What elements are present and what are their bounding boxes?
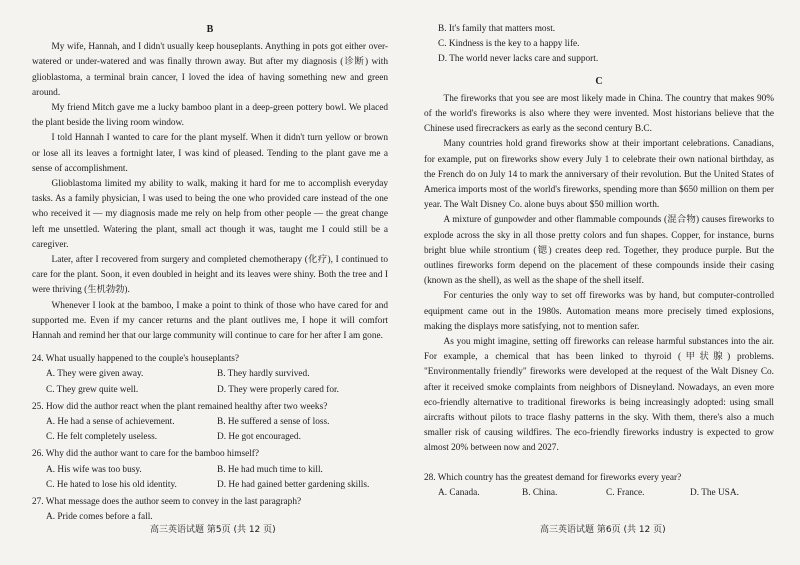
option-a[interactable]: A. They were given away. [46, 369, 144, 380]
question-stem: 27. What message does the author seem to convey in the last paragraph? [32, 497, 302, 508]
section-b-heading: B [206, 24, 214, 35]
question-stem: 28. Which country has the greatest demand for fireworks every year? [424, 472, 682, 483]
question-24 [32, 352, 388, 398]
passage-paragraph: Later, after I recovered from surgery and completed chemotherapy (化疗), I continued to care for the plant. Soon, it even doubled in height and its leaves were shiny. Both the tree and I were thriving (生机勃勃). [32, 255, 388, 296]
question-stem: 25. How did the author react when the plant remained healthy after two weeks? [32, 401, 328, 412]
option-c[interactable]: C. He hated to lose his old identity. [46, 479, 177, 490]
question-27 [32, 495, 388, 525]
page-footer-left: 高三英语试题 第5页 (共 12 页) [150, 525, 276, 535]
option-b[interactable]: B. He had much time to kill. [217, 464, 323, 475]
option-c[interactable]: C. They grew quite well. [46, 384, 139, 395]
option-b[interactable]: B. They hardly survived. [217, 369, 310, 380]
option-d[interactable]: D. The USA. [690, 487, 739, 498]
option-a[interactable]: A. He had a sense of achievement. [46, 417, 175, 428]
option-a[interactable]: A. Pride comes before a fall. [46, 512, 153, 523]
option-c[interactable]: C. He felt completely useless. [46, 432, 158, 443]
passage-paragraph: My friend Mitch gave me a lucky bamboo plant in a deep-green pottery bowl. We placed the plant beside the living room window. [32, 103, 388, 129]
option-c[interactable]: C. Kindness is the key to a happy life. [438, 39, 580, 50]
passage-paragraph: Many countries hold grand fireworks show at their important celebrations. Canadians, for example, put on fireworks show every July 1 to celebrate their own national birthday, as the French do on July 14 to mark the anniversary of their revolution. But the United States of America imports most of the world's fireworks, spending more than $650 million on them per year. The Walt Disney Co. alone buys about $50 million worth. [424, 139, 774, 211]
option-d[interactable]: D. He got encouraged. [217, 432, 301, 443]
right-page [424, 22, 774, 501]
passage-paragraph: My wife, Hannah, and I didn't usually keep houseplants. Anything in pots got either over-watered or under-watered and was finally thrown away. But after my diagnosis (诊断) with glioblastoma, a terminal brain cancer, I loved the idea of having something new and green around. [32, 42, 388, 98]
section-c-heading: C [595, 75, 603, 87]
option-b[interactable]: B. He suffered a sense of loss. [217, 417, 330, 428]
question-stem: 26. Why did the author want to care for the bamboo himself? [32, 449, 260, 460]
option-c[interactable]: C. France. [606, 487, 645, 498]
question-25 [32, 400, 388, 446]
option-d[interactable]: D. He had gained better gardening skills. [217, 479, 370, 490]
passage-paragraph: A mixture of gunpowder and other flammable compounds (混合物) causes fireworks to explode across the sky in all those pretty colors and fun shapes. Copper, for instance, burns bright blue while strontium (锶) creates deep red. Together, they produce purple. But the outlines fireworks form depend on the placement of these compounds inside their casing (known as the shell), as well as the shape of the shell itself. [424, 215, 774, 287]
option-d[interactable]: D. They were properly cared for. [217, 384, 339, 395]
passage-paragraph: For centuries the only way to set off fireworks was by hand, but computer-controlled equipment came out in the 1980s. Automation means more precisely timed explosions, making the displays more satisfying, not to mention safer. [424, 291, 774, 332]
passage-paragraph: I told Hannah I wanted to care for the plant myself. When it didn't turn yellow or brown or lose all its leaves a fortnight later, I was kind of pleased. Tending to the plant gave me a sense of accomplishment. [32, 133, 388, 174]
passage-paragraph: The fireworks that you see are most likely made in China. The country that makes 90% of the world's fireworks is also where they were invented. Most historians believe that the Chinese used firecrackers as early as the second century B.C. [424, 93, 774, 135]
question-stem: 24. What usually happened to the couple's houseplants? [32, 354, 240, 365]
option-d[interactable]: D. The world never lacks care and support. [438, 54, 599, 65]
question-28 [424, 471, 774, 501]
option-a[interactable]: A. Canada. [438, 487, 480, 498]
question-26 [32, 447, 388, 493]
option-b[interactable]: B. China. [522, 487, 558, 498]
page-footer-right: 高三英语试题 第6页 (共 12 页) [540, 525, 666, 535]
question-27-continued [424, 22, 774, 68]
passage-paragraph: Glioblastoma limited my ability to walk, making it hard for me to accomplish everyday tasks. As a family physician, I was used to being the one who provided care instead of the one who received it — my diagnosis made me rely on help from other people — the great change left me unsettled. Watering the plant, small act though it was, taught me I could still be a caregiver. [32, 179, 388, 250]
left-page [32, 22, 388, 526]
option-a[interactable]: A. His wife was too busy. [46, 464, 142, 475]
option-b[interactable]: B. It's family that matters most. [438, 24, 556, 34]
passage-paragraph: As you might imagine, setting off fireworks can release harmful substances into the air. For example, a chemical that has been linked to thyroid (甲状腺) problems. "Environmentally friendly" fireworks were developed at the request of the Walt Disney Co. after it received smoke complaints from neighbors of Disneyland. Nowadays, an even more eco-friendly alternative to traditional fireworks is being increasingly adopted: using small aircrafts without pilots to trace flashy patterns in the sky. With them, there's also a much smaller risk of causing wildfires. The eco-friendly fireworks industry is expected to grow almost 20% between now and 2027. [424, 337, 774, 454]
passage-paragraph: Whenever I look at the bamboo, I make a point to think of those who have cared for and supported me. Even if my cancer returns and the plant outlives me, I hope it will comfort Hannah and remind her that our large community will continue to care for her after I am gone. [32, 300, 388, 342]
